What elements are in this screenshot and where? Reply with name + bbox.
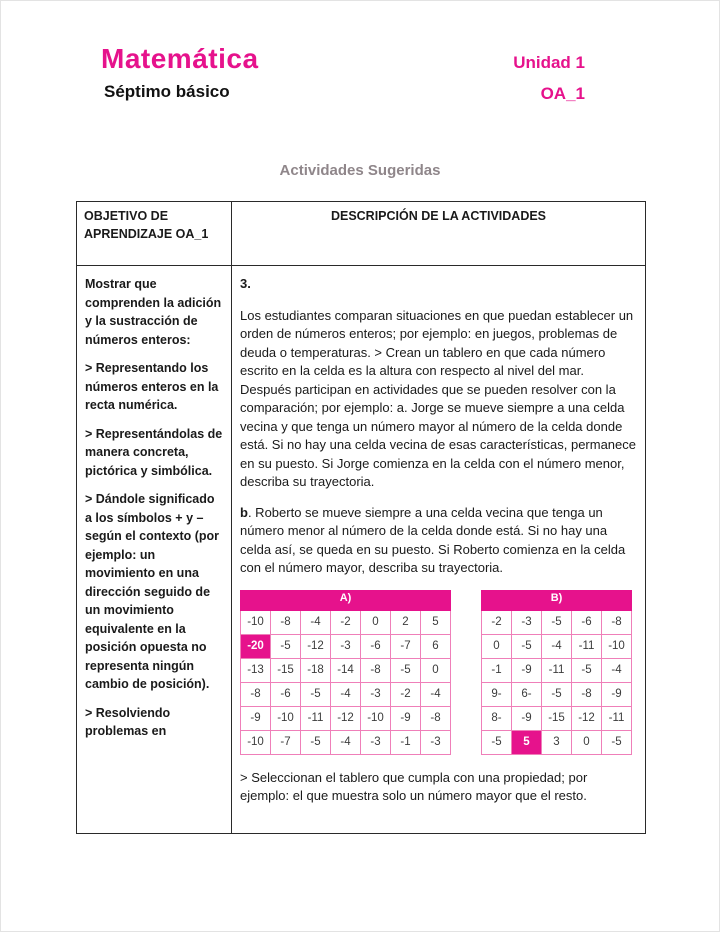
doc-subtitle: Séptimo básico — [104, 82, 230, 101]
objective-bullet: > Representándolas de manera concreta, pictórica y simbólica. — [85, 426, 223, 478]
grid-cell: -5 — [301, 682, 331, 706]
grid-cell: -20 — [241, 634, 271, 658]
grid-title: A) — [241, 590, 451, 610]
header-left — [101, 43, 259, 102]
grid-cell: -9 — [512, 706, 542, 730]
grid-row — [241, 730, 451, 754]
grid-cell: -11 — [572, 634, 602, 658]
grid-cell: -12 — [301, 634, 331, 658]
grid-cell: -11 — [542, 658, 572, 682]
grid-cell: -5 — [512, 634, 542, 658]
grid-cell: -4 — [301, 610, 331, 634]
grid-cell: -2 — [482, 610, 512, 634]
grid-cell: 0 — [572, 730, 602, 754]
grid-cell: 2 — [391, 610, 421, 634]
grid-cell: -11 — [602, 706, 632, 730]
grid-cell: -5 — [301, 730, 331, 754]
objective-cell — [77, 266, 232, 834]
grid-cell: -8 — [572, 682, 602, 706]
objective-intro: Mostrar que comprenden la adición y la sustracción de números enteros: — [85, 277, 222, 347]
grid-cell: -4 — [331, 730, 361, 754]
description-cell — [232, 266, 646, 834]
doc-header — [101, 43, 585, 104]
grid-row — [482, 682, 632, 706]
grid-cell: 6- — [512, 682, 542, 706]
description-column-header: DESCRIPCIÓN DE LA ACTIVIDADES — [232, 202, 646, 266]
grid-row — [241, 634, 451, 658]
grid-cell: -5 — [391, 658, 421, 682]
grid-cell: 9- — [482, 682, 512, 706]
grid-cell: -5 — [482, 730, 512, 754]
grid-title: B) — [482, 590, 632, 610]
grid-row — [482, 658, 632, 682]
activity-paragraph-1: Los estudiantes comparan situaciones en que puedan establecer un orden de números enteros; por ejemplo: en juegos, problemas de deuda o temperaturas. > Crean un tablero en que cada número escrito en la celda es la altura con respecto al nivel del mar. Después participan en actividades que se pueden resolver con la comparación; por ejemplo: a. Jorge se mueve siempre a una celda vecina y que tenga un número mayor al número de la celda donde está. Si no hay una celda vecina de esas características, permanece en su puesto. Si Jorge comienza en la celda con el número menor, describa su trayectoria. — [240, 307, 636, 489]
objective-bullet: > Representando los números enteros en la recta numérica. — [85, 361, 219, 412]
grid-cell: -4 — [421, 682, 451, 706]
grid-cell: -3 — [421, 730, 451, 754]
grid-cell: -5 — [572, 658, 602, 682]
grid-cell: 0 — [421, 658, 451, 682]
grid-cell: -12 — [331, 706, 361, 730]
grid-cell: -12 — [572, 706, 602, 730]
grid-cell: -3 — [512, 610, 542, 634]
objective-bullet: > Resolviendo problemas en — [85, 705, 171, 738]
grid-cell: -5 — [542, 610, 572, 634]
grid-cell: -8 — [421, 706, 451, 730]
grid-cell: 6 — [421, 634, 451, 658]
grid-cell: -9 — [241, 706, 271, 730]
grid-cell: -5 — [542, 682, 572, 706]
header-right — [513, 53, 585, 104]
grid-table — [481, 590, 632, 755]
grid-cell: -7 — [391, 634, 421, 658]
grid-cell: -11 — [301, 706, 331, 730]
grid-cell: -14 — [331, 658, 361, 682]
grid-cell: -10 — [361, 706, 391, 730]
number-grids — [240, 590, 637, 755]
grid-row — [482, 610, 632, 634]
grid-cell: -5 — [271, 634, 301, 658]
grid-cell: -10 — [241, 730, 271, 754]
grid-cell: 0 — [361, 610, 391, 634]
table-header-row — [77, 202, 646, 266]
grid-table — [240, 590, 451, 755]
activity-number: 3. — [240, 276, 251, 291]
grid-cell: -1 — [482, 658, 512, 682]
grid-cell: 3 — [542, 730, 572, 754]
grid-a — [240, 590, 451, 755]
grid-cell: 0 — [482, 634, 512, 658]
grid-cell: -2 — [331, 610, 361, 634]
grid-cell: -5 — [602, 730, 632, 754]
grid-cell: -3 — [331, 634, 361, 658]
objective-column-header: OBJETIVO DE APRENDIZAJE OA_1 — [77, 202, 232, 266]
grid-cell: -9 — [512, 658, 542, 682]
grid-cell: -7 — [271, 730, 301, 754]
grid-cell: -8 — [271, 610, 301, 634]
grid-cell: 5 — [421, 610, 451, 634]
doc-title: Matemática — [101, 43, 259, 74]
grid-row — [241, 658, 451, 682]
grid-cell: -6 — [361, 634, 391, 658]
grid-cell: -10 — [241, 610, 271, 634]
grid-cell: -18 — [301, 658, 331, 682]
grid-cell: -8 — [241, 682, 271, 706]
grid-cell: -6 — [572, 610, 602, 634]
activities-table — [76, 201, 646, 834]
grid-cell: -4 — [542, 634, 572, 658]
unit-label: Unidad 1 — [513, 53, 585, 72]
grid-row — [482, 634, 632, 658]
grid-cell: 8- — [482, 706, 512, 730]
grid-row — [241, 610, 451, 634]
grid-cell: -13 — [241, 658, 271, 682]
grid-cell: -10 — [271, 706, 301, 730]
grid-cell: -9 — [602, 682, 632, 706]
grid-row — [241, 706, 451, 730]
paragraph-2-lead: b — [240, 504, 248, 520]
grid-row — [241, 682, 451, 706]
grid-cell: -1 — [391, 730, 421, 754]
activity-paragraph-2 — [240, 504, 637, 578]
oa-label: OA_1 — [540, 84, 585, 103]
grid-cell: -6 — [271, 682, 301, 706]
grid-row — [482, 730, 632, 754]
grid-cell: -4 — [602, 658, 632, 682]
grid-cell: -3 — [361, 730, 391, 754]
table-body-row — [77, 266, 646, 834]
grid-cell: -9 — [391, 706, 421, 730]
grid-row — [482, 706, 632, 730]
grid-cell: -8 — [361, 658, 391, 682]
paragraph-2-rest: . Roberto se mueve siempre a una celda vecina que tenga un número menor al número de la celda donde está. Si no hay una celda así, se queda en su puesto. Si Roberto comienza en la celda con el número mayor, describa su trayectoria. — [240, 504, 626, 575]
activity-note: > Seleccionan el tablero que cumpla con una propiedad; por ejemplo: el que muestra solo un número mayor que el resto. — [240, 769, 588, 803]
grid-b — [481, 590, 632, 755]
section-title: Actividades Sugeridas — [279, 162, 441, 179]
grid-cell: -15 — [542, 706, 572, 730]
grid-cell: -15 — [271, 658, 301, 682]
objective-bullet: > Dándole significado a los símbolos + y – según el contexto (por ejemplo: un movimiento en una dirección seguido de un movimiento equivalente en la posición opuesta no representa ningún cambio de posición). — [85, 492, 220, 691]
grid-cell: 5 — [512, 730, 542, 754]
grid-cell: -2 — [391, 682, 421, 706]
grid-cell: -8 — [602, 610, 632, 634]
grid-cell: -10 — [602, 634, 632, 658]
grid-cell: -4 — [331, 682, 361, 706]
grid-cell: -3 — [361, 682, 391, 706]
